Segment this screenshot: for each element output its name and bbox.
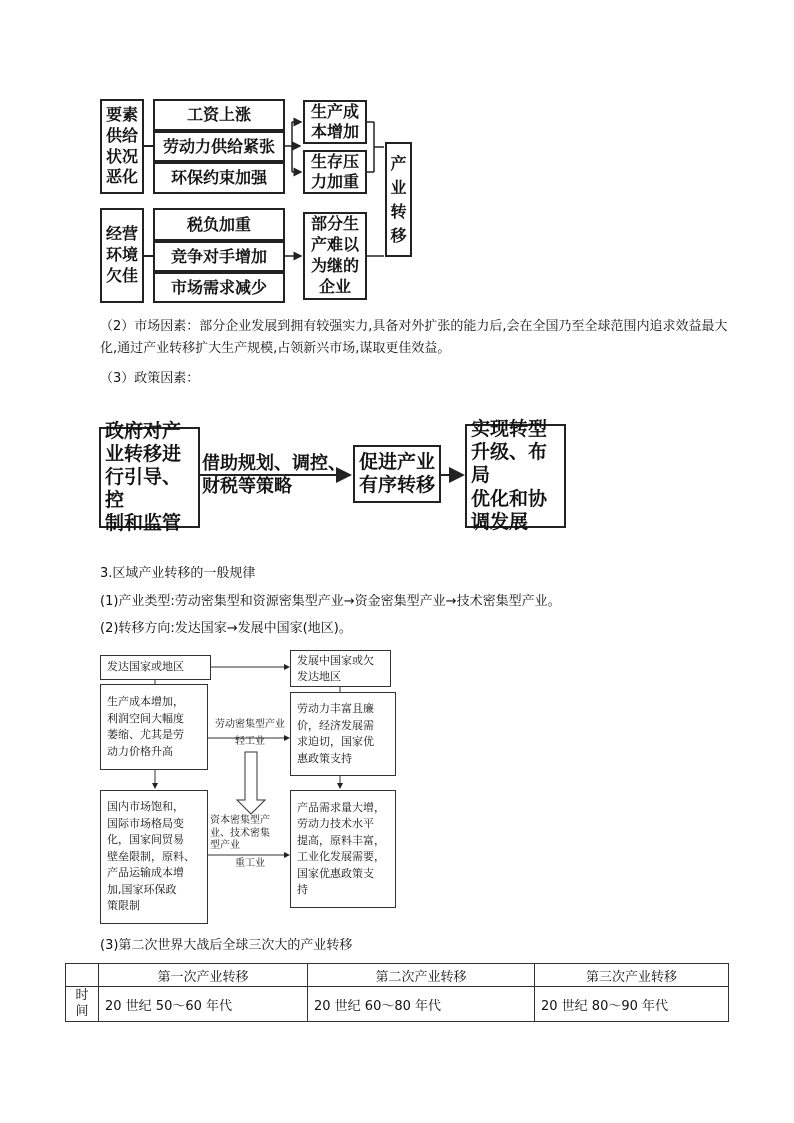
node-push-factors-2: 国内市场饱和， 国际市场格局变 化，国家间贸易 壁垒限制，原料、 产品运输成本增 加,国家环保政 策限制: [100, 790, 208, 924]
node-factor-business: 经营 环境 欠佳: [100, 208, 144, 303]
table-cell: 20 世纪 60～80 年代: [308, 987, 535, 1022]
paragraph-market-factor: （2）市场因素：部分企业发展到拥有较强实力,具备对外扩张的能力后,会在全国乃至全球范围内追求效益最大化,通过产业转移扩大生产规模,占领新兴市场,谋取更佳效益。: [100, 319, 728, 356]
node-labor: 劳动力供给紧张: [153, 131, 285, 162]
label-heavy-industry: 重工业: [235, 858, 265, 869]
table-header-cell: 第二次产业转移: [308, 964, 535, 987]
node-goal: 实现转型 升级、布局 优化和协 调发展: [465, 424, 566, 528]
node-developing: 发展中国家或欠 发达地区: [290, 650, 391, 687]
node-hard: 部分生 产难以 为继的 企业: [303, 212, 367, 300]
node-factor-supply: 要素 供给 状况 恶化: [100, 99, 144, 194]
table-row: [66, 987, 729, 1022]
node-competition: 竞争对手增加: [153, 241, 285, 272]
section-heading-rules: 3.区域产业转移的一般规律: [100, 566, 256, 581]
label-labor-intensive: 劳动密集型产业 轻工业: [215, 719, 285, 747]
node-developed: 发达国家或地区: [100, 655, 211, 680]
paragraph-three-transfers: (3)第二次世界大战后全球三次大的产业转移: [100, 938, 353, 953]
node-pull-factors-1: 劳动力丰富且廉 价，经济发展需 求迫切，国家优 惠政策支持: [290, 692, 396, 776]
node-transfer: 产 业 转 移: [385, 142, 412, 257]
node-survival: 生存压 力加重: [303, 150, 367, 194]
node-wage: 工资上涨: [153, 99, 285, 131]
node-tax: 税负加重: [153, 208, 285, 241]
table-cell: 20 世纪 50～60 年代: [99, 987, 308, 1022]
node-gov-guidance: 政府对产 业转移进 行引导、控 制和监管: [99, 427, 200, 528]
label-capital-tech-intensive: 资本密集型产 业、技术密集 型产业: [210, 815, 270, 851]
table-header-cell: 第三次产业转移: [535, 964, 729, 987]
table-row-label: 时 间: [66, 987, 99, 1022]
node-env: 环保约束加强: [153, 162, 285, 194]
node-push-factors-1: 生产成本增加， 利润空间大幅度 萎缩、尤其是劳 动力价格升高: [100, 684, 208, 770]
node-cost: 生产成 本增加: [303, 100, 367, 144]
table-cell: 20 世纪 80～90 年代: [535, 987, 729, 1022]
paragraph-industry-type: (1)产业类型:劳动密集型和资源密集型产业→资金密集型产业→技术密集型产业。: [100, 594, 561, 609]
table-header-cell: 第一次产业转移: [99, 964, 308, 987]
node-demand: 市场需求减少: [153, 272, 285, 303]
node-promote-transfer: 促进产业 有序转移: [353, 445, 441, 503]
table-header-cell: [66, 964, 99, 987]
label-means: 借助规划、调控、 财税等策略: [202, 453, 346, 498]
table-header-row: [66, 964, 729, 987]
paragraph-policy-factor: （3）政策因素：: [100, 371, 200, 386]
node-pull-factors-2: 产品需求量大增， 劳动力技术水平 提高，原料丰富， 工业化发展需要， 国家优惠政策支 持: [290, 790, 396, 908]
transfer-table: [65, 963, 729, 1022]
paragraph-transfer-direction: (2)转移方向:发达国家→发展中国家(地区)。: [100, 621, 352, 636]
